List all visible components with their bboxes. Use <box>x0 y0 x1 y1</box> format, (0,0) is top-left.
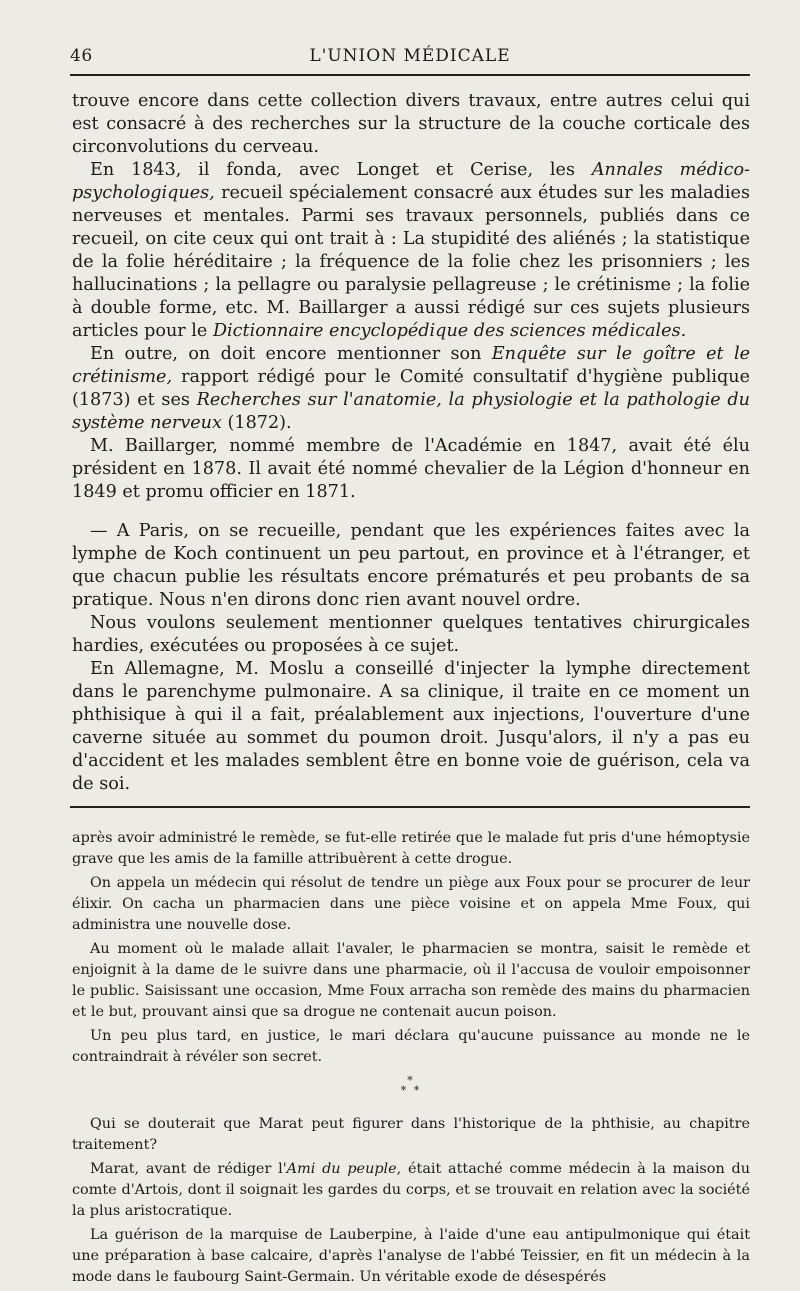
main-text <box>72 90 750 796</box>
paragraph: trouve encore dans cette collection divers travaux, entre autres celui qui est consacré à des recherches sur la structure de la couche corticale des circonvolutions du cerveau. <box>72 91 750 157</box>
feuilleton-rule <box>70 806 750 808</box>
paragraph <box>72 343 750 435</box>
paragraph: On appela un médecin qui résolut de tendre un piège aux Foux pour se procurer de leur élixir. On cacha un pharmacien dans une pièce voisine et on appela Mme Foux, qui administra une nouvelle dose. <box>72 875 750 933</box>
paragraph <box>72 1159 750 1222</box>
text-run: , était attaché comme médecin à la maison du comte d'Artois, dont il soignait les gardes du corps, et se trouvait en relation avec la société la plus aristocratique. <box>72 1161 750 1219</box>
text-run: rapport rédigé pour le Comité consultatif d'hygiène publique (1873) et ses <box>72 367 750 410</box>
paragraph: M. Baillarger, nommé membre de l'Académie en 1847, avait été élu président en 1878. Il avait été nommé chevalier de la Légion d'honneur en 1849 et promu officier en 1871. <box>72 436 750 502</box>
text-run: En outre, on doit encore mentionner son <box>90 344 492 364</box>
paragraph: après avoir administré le remède, se fut-elle retirée que le malade fut pris d'une hémoptysie grave que les amis de la famille attribuèrent à cette drogue. <box>72 830 750 867</box>
text-run: (1872). <box>221 413 292 433</box>
running-title: L'UNION MÉDICALE <box>309 46 511 66</box>
dictionary-title: Dictionnaire encyclopédique des sciences médicales. <box>212 321 687 341</box>
asterism <box>72 1076 750 1096</box>
paragraph: Nous voulons seulement mentionner quelques tentatives chirurgicales hardies, exécutées ou proposées à ce sujet. <box>72 613 750 656</box>
page-header <box>70 44 750 72</box>
asterism-top: * <box>407 1074 415 1087</box>
paragraph <box>72 159 750 343</box>
header-rule <box>70 74 750 76</box>
text-run: Marat, avant de rédiger l' <box>90 1161 287 1177</box>
asterism-bottom: * * <box>400 1084 422 1097</box>
paragraph: En Allemagne, M. Moslu a conseillé d'injecter la lymphe directement dans le parenchyme pulmonaire. A sa clinique, il traite en ce moment un phthisique à qui il a fait, préalablement aux injections, l'ouverture d'une caverne située au sommet du poumon droit. Jusqu'alors, il n'y a pas eu d'accident et les malades semblent être en bonne voie de guérison, cela va de soi. <box>72 659 750 794</box>
newspaper-title: Ami du peuple <box>286 1161 397 1177</box>
page-number: 46 <box>70 46 93 66</box>
text-run: recueil spécialement consacré aux études sur les maladies nerveuses et mentales. Parmi ses travaux personnels, publiés dans ce recueil, on cite ceux qui ont trait à : La stupidité des aliénés ; la statistique de la folie héréditaire ; la fréquence de la folie chez les prisonniers ; les hallucinations ; la pellagre ou paralysie pellagreuse ; le crétinisme ; la folie à double forme, etc. M. Baillarger a aussi rédigé sur ces sujets plusieurs articles pour le <box>72 183 750 341</box>
feuilleton-text <box>72 828 750 1291</box>
paragraph: Un peu plus tard, en justice, le mari déclara qu'aucune puissance au monde ne le contraindrait à révéler son secret. <box>72 1028 750 1065</box>
work-title: Enquête sur le goître et le crétinisme, <box>72 344 750 387</box>
paragraph: La guérison de la marquise de Lauberpine, à l'aide d'une eau antipulmonique qui était une préparation à base calcaire, d'après l'analyse de l'abbé Teissier, en fit un médecin à la mode dans le faubourg Saint-Germain. Un véritable exode de désespérés <box>72 1227 750 1285</box>
text-run: En 1843, il fonda, avec Longet et Cerise, les <box>90 160 592 180</box>
paragraph: Au moment où le malade allait l'avaler, le pharmacien se montra, saisit le remède et enjoignit à la dame de le suivre dans une pharmacie, où il l'accusa de vouloir empoisonner le public. Saisissant une occasion, Mme Foux arracha son remède des mains du pharmacien et le but, prouvant ainsi que sa drogue ne contenait aucun poison. <box>72 941 750 1020</box>
work-title: Recherches sur l'anatomie, la physiologie et la pathologie du système nerveux <box>72 390 751 433</box>
paragraph: — A Paris, on se recueille, pendant que les expériences faites avec la lymphe de Koch continuent un peu partout, en province et à l'étranger, et que chacun publie les résultats encore prématurés et peu probants de sa pratique. Nous n'en dirons donc rien avant nouvel ordre. <box>72 521 750 610</box>
paragraph: Qui se douterait que Marat peut figurer dans l'historique de la phthisie, au chapitre traitement? <box>72 1116 750 1153</box>
journal-title: Annales médico-psychologiques, <box>72 160 750 203</box>
